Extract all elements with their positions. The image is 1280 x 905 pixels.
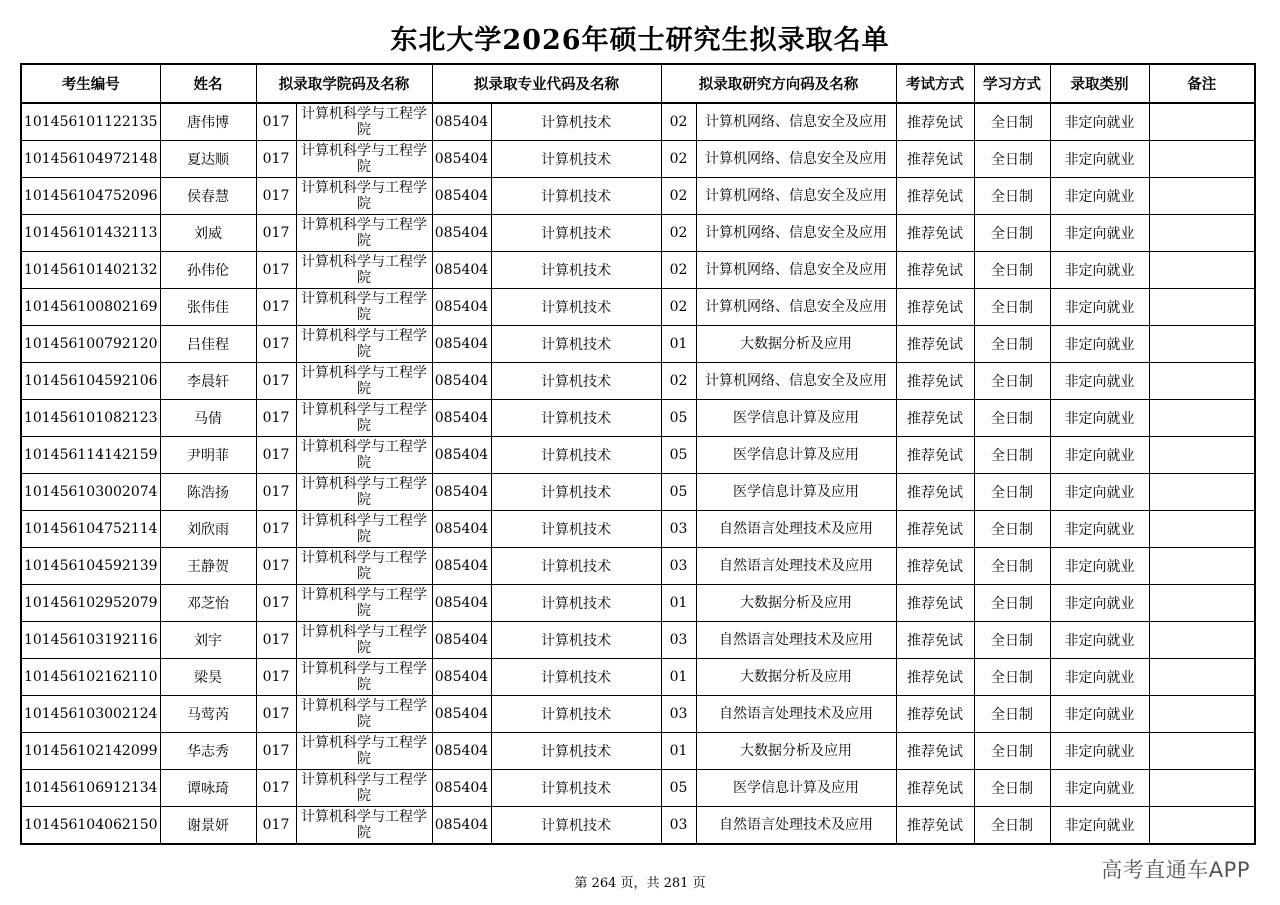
cell-study-mode: 全日制	[974, 622, 1050, 659]
cell-study-mode: 全日制	[974, 585, 1050, 622]
cell-exam-no: 101456100802169	[21, 289, 160, 326]
cell-major-name: 计算机技术	[491, 103, 661, 141]
cell-college-name: 计算机科学与工程学院	[296, 548, 432, 585]
cell-name: 华志秀	[160, 733, 256, 770]
cell-exam-type: 推荐免试	[896, 511, 974, 548]
cell-major-code: 085404	[432, 400, 491, 437]
cell-college-code: 017	[256, 474, 296, 511]
cell-college-code: 017	[256, 363, 296, 400]
cell-major-code: 085404	[432, 141, 491, 178]
cell-category: 非定向就业	[1050, 807, 1149, 845]
cell-direction-name: 医学信息计算及应用	[696, 400, 896, 437]
cell-college-code: 017	[256, 770, 296, 807]
cell-major-name: 计算机技术	[491, 474, 661, 511]
cell-remarks	[1149, 437, 1255, 474]
cell-category: 非定向就业	[1050, 696, 1149, 733]
cell-study-mode: 全日制	[974, 696, 1050, 733]
table-row	[21, 252, 1255, 289]
cell-college-name: 计算机科学与工程学院	[296, 733, 432, 770]
table-row	[21, 178, 1255, 215]
cell-direction-code: 02	[661, 103, 696, 141]
cell-exam-no: 101456102142099	[21, 733, 160, 770]
cell-direction-name: 自然语言处理技术及应用	[696, 807, 896, 845]
cell-exam-type: 推荐免试	[896, 733, 974, 770]
cell-exam-type: 推荐免试	[896, 178, 974, 215]
table-row	[21, 548, 1255, 585]
cell-college-name: 计算机科学与工程学院	[296, 326, 432, 363]
cell-major-name: 计算机技术	[491, 141, 661, 178]
cell-college-code: 017	[256, 733, 296, 770]
table-row	[21, 770, 1255, 807]
cell-college-name: 计算机科学与工程学院	[296, 474, 432, 511]
cell-college-name: 计算机科学与工程学院	[296, 400, 432, 437]
cell-major-name: 计算机技术	[491, 622, 661, 659]
cell-remarks	[1149, 474, 1255, 511]
cell-college-code: 017	[256, 252, 296, 289]
header-category: 录取类别	[1050, 64, 1149, 103]
table-row	[21, 215, 1255, 252]
cell-direction-code: 02	[661, 215, 696, 252]
cell-major-code: 085404	[432, 103, 491, 141]
cell-remarks	[1149, 585, 1255, 622]
cell-study-mode: 全日制	[974, 215, 1050, 252]
cell-category: 非定向就业	[1050, 141, 1149, 178]
cell-college-name: 计算机科学与工程学院	[296, 770, 432, 807]
cell-direction-code: 02	[661, 363, 696, 400]
cell-exam-no: 101456102162110	[21, 659, 160, 696]
cell-category: 非定向就业	[1050, 770, 1149, 807]
cell-category: 非定向就业	[1050, 289, 1149, 326]
cell-college-name: 计算机科学与工程学院	[296, 141, 432, 178]
cell-exam-no: 101456104062150	[21, 807, 160, 845]
table-row	[21, 400, 1255, 437]
cell-exam-no: 101456101082123	[21, 400, 160, 437]
cell-category: 非定向就业	[1050, 733, 1149, 770]
cell-college-name: 计算机科学与工程学院	[296, 252, 432, 289]
cell-direction-code: 03	[661, 622, 696, 659]
cell-direction-name: 大数据分析及应用	[696, 326, 896, 363]
cell-remarks	[1149, 252, 1255, 289]
cell-study-mode: 全日制	[974, 437, 1050, 474]
cell-direction-name: 大数据分析及应用	[696, 733, 896, 770]
cell-direction-code: 03	[661, 511, 696, 548]
cell-major-name: 计算机技术	[491, 289, 661, 326]
table-row	[21, 622, 1255, 659]
cell-exam-type: 推荐免试	[896, 585, 974, 622]
cell-remarks	[1149, 363, 1255, 400]
cell-college-code: 017	[256, 326, 296, 363]
cell-college-code: 017	[256, 511, 296, 548]
cell-direction-name: 自然语言处理技术及应用	[696, 622, 896, 659]
cell-exam-type: 推荐免试	[896, 659, 974, 696]
cell-major-code: 085404	[432, 437, 491, 474]
cell-college-name: 计算机科学与工程学院	[296, 363, 432, 400]
cell-study-mode: 全日制	[974, 770, 1050, 807]
cell-category: 非定向就业	[1050, 622, 1149, 659]
table-row	[21, 733, 1255, 770]
cell-major-code: 085404	[432, 252, 491, 289]
cell-direction-code: 03	[661, 807, 696, 845]
cell-name: 吕佳程	[160, 326, 256, 363]
cell-category: 非定向就业	[1050, 363, 1149, 400]
cell-major-code: 085404	[432, 363, 491, 400]
cell-major-code: 085404	[432, 807, 491, 845]
cell-remarks	[1149, 807, 1255, 845]
cell-category: 非定向就业	[1050, 326, 1149, 363]
cell-remarks	[1149, 659, 1255, 696]
cell-study-mode: 全日制	[974, 400, 1050, 437]
cell-exam-type: 推荐免试	[896, 437, 974, 474]
cell-major-code: 085404	[432, 659, 491, 696]
cell-college-code: 017	[256, 400, 296, 437]
cell-college-name: 计算机科学与工程学院	[296, 215, 432, 252]
cell-category: 非定向就业	[1050, 585, 1149, 622]
cell-exam-type: 推荐免试	[896, 103, 974, 141]
cell-major-name: 计算机技术	[491, 511, 661, 548]
watermark: 高考直通车APP	[1101, 858, 1250, 882]
cell-major-name: 计算机技术	[491, 178, 661, 215]
cell-college-name: 计算机科学与工程学院	[296, 437, 432, 474]
cell-major-code: 085404	[432, 733, 491, 770]
cell-major-code: 085404	[432, 178, 491, 215]
cell-category: 非定向就业	[1050, 103, 1149, 141]
cell-major-code: 085404	[432, 215, 491, 252]
cell-category: 非定向就业	[1050, 659, 1149, 696]
page-number: 第 264 页，共 281 页	[574, 876, 706, 891]
header-major: 拟录取专业代码及名称	[432, 64, 661, 103]
cell-direction-name: 计算机网络、信息安全及应用	[696, 289, 896, 326]
table-header-row	[21, 64, 1255, 103]
cell-college-code: 017	[256, 696, 296, 733]
cell-study-mode: 全日制	[974, 548, 1050, 585]
cell-exam-no: 101456103002124	[21, 696, 160, 733]
cell-name: 刘宇	[160, 622, 256, 659]
cell-remarks	[1149, 103, 1255, 141]
cell-major-name: 计算机技术	[491, 585, 661, 622]
cell-remarks	[1149, 548, 1255, 585]
cell-direction-name: 医学信息计算及应用	[696, 474, 896, 511]
cell-major-code: 085404	[432, 474, 491, 511]
cell-name: 李晨轩	[160, 363, 256, 400]
cell-name: 刘威	[160, 215, 256, 252]
table-row	[21, 696, 1255, 733]
cell-name: 王静贺	[160, 548, 256, 585]
cell-direction-code: 05	[661, 770, 696, 807]
cell-study-mode: 全日制	[974, 363, 1050, 400]
cell-name: 侯春慧	[160, 178, 256, 215]
cell-direction-code: 03	[661, 548, 696, 585]
cell-college-code: 017	[256, 807, 296, 845]
cell-major-name: 计算机技术	[491, 252, 661, 289]
cell-name: 陈浩扬	[160, 474, 256, 511]
cell-major-name: 计算机技术	[491, 659, 661, 696]
cell-direction-name: 计算机网络、信息安全及应用	[696, 215, 896, 252]
cell-exam-no: 101456104592106	[21, 363, 160, 400]
cell-study-mode: 全日制	[974, 178, 1050, 215]
cell-exam-no: 101456100792120	[21, 326, 160, 363]
cell-direction-name: 医学信息计算及应用	[696, 437, 896, 474]
cell-exam-no: 101456114142159	[21, 437, 160, 474]
cell-exam-type: 推荐免试	[896, 474, 974, 511]
cell-major-code: 085404	[432, 622, 491, 659]
cell-remarks	[1149, 696, 1255, 733]
cell-name: 夏达顺	[160, 141, 256, 178]
cell-remarks	[1149, 289, 1255, 326]
table-row	[21, 103, 1255, 141]
table-row	[21, 474, 1255, 511]
cell-exam-type: 推荐免试	[896, 326, 974, 363]
cell-exam-type: 推荐免试	[896, 622, 974, 659]
cell-college-code: 017	[256, 437, 296, 474]
cell-direction-name: 大数据分析及应用	[696, 585, 896, 622]
cell-remarks	[1149, 141, 1255, 178]
table-row	[21, 585, 1255, 622]
cell-direction-code: 05	[661, 437, 696, 474]
header-direction: 拟录取研究方向码及名称	[661, 64, 896, 103]
header-name: 姓名	[160, 64, 256, 103]
cell-college-name: 计算机科学与工程学院	[296, 807, 432, 845]
cell-exam-no: 101456104752096	[21, 178, 160, 215]
cell-category: 非定向就业	[1050, 437, 1149, 474]
cell-college-code: 017	[256, 289, 296, 326]
cell-exam-no: 101456101122135	[21, 103, 160, 141]
cell-major-name: 计算机技术	[491, 548, 661, 585]
cell-college-code: 017	[256, 215, 296, 252]
cell-study-mode: 全日制	[974, 326, 1050, 363]
cell-major-name: 计算机技术	[491, 733, 661, 770]
cell-college-name: 计算机科学与工程学院	[296, 622, 432, 659]
cell-college-name: 计算机科学与工程学院	[296, 659, 432, 696]
cell-remarks	[1149, 622, 1255, 659]
cell-category: 非定向就业	[1050, 511, 1149, 548]
table-row	[21, 659, 1255, 696]
cell-remarks	[1149, 733, 1255, 770]
cell-direction-code: 02	[661, 178, 696, 215]
cell-direction-name: 自然语言处理技术及应用	[696, 696, 896, 733]
cell-direction-name: 计算机网络、信息安全及应用	[696, 252, 896, 289]
cell-remarks	[1149, 400, 1255, 437]
cell-college-code: 017	[256, 548, 296, 585]
cell-name: 张伟佳	[160, 289, 256, 326]
cell-exam-no: 101456104592139	[21, 548, 160, 585]
cell-name: 唐伟博	[160, 103, 256, 141]
table-row	[21, 363, 1255, 400]
cell-direction-code: 02	[661, 289, 696, 326]
cell-study-mode: 全日制	[974, 141, 1050, 178]
cell-exam-no: 101456106912134	[21, 770, 160, 807]
cell-college-code: 017	[256, 585, 296, 622]
cell-direction-name: 医学信息计算及应用	[696, 770, 896, 807]
admission-table	[20, 63, 1256, 845]
cell-name: 谢景妍	[160, 807, 256, 845]
cell-name: 马莺芮	[160, 696, 256, 733]
header-exam-no: 考生编号	[21, 64, 160, 103]
cell-direction-code: 05	[661, 474, 696, 511]
cell-category: 非定向就业	[1050, 215, 1149, 252]
header-study-mode: 学习方式	[974, 64, 1050, 103]
cell-category: 非定向就业	[1050, 548, 1149, 585]
header-college: 拟录取学院码及名称	[256, 64, 432, 103]
cell-name: 邓芝怡	[160, 585, 256, 622]
cell-name: 谭咏琦	[160, 770, 256, 807]
cell-college-name: 计算机科学与工程学院	[296, 289, 432, 326]
header-remarks: 备注	[1149, 64, 1255, 103]
cell-exam-no: 101456104752114	[21, 511, 160, 548]
cell-exam-no: 101456104972148	[21, 141, 160, 178]
cell-major-name: 计算机技术	[491, 696, 661, 733]
cell-major-name: 计算机技术	[491, 770, 661, 807]
cell-direction-code: 01	[661, 733, 696, 770]
cell-direction-code: 01	[661, 659, 696, 696]
cell-exam-type: 推荐免试	[896, 807, 974, 845]
cell-category: 非定向就业	[1050, 400, 1149, 437]
cell-study-mode: 全日制	[974, 511, 1050, 548]
cell-direction-code: 05	[661, 400, 696, 437]
cell-remarks	[1149, 770, 1255, 807]
cell-study-mode: 全日制	[974, 807, 1050, 845]
cell-study-mode: 全日制	[974, 103, 1050, 141]
cell-direction-name: 大数据分析及应用	[696, 659, 896, 696]
cell-major-name: 计算机技术	[491, 807, 661, 845]
cell-category: 非定向就业	[1050, 252, 1149, 289]
table-row	[21, 141, 1255, 178]
cell-direction-name: 计算机网络、信息安全及应用	[696, 103, 896, 141]
cell-exam-type: 推荐免试	[896, 400, 974, 437]
cell-study-mode: 全日制	[974, 659, 1050, 696]
cell-exam-type: 推荐免试	[896, 770, 974, 807]
cell-major-name: 计算机技术	[491, 215, 661, 252]
cell-exam-no: 101456101432113	[21, 215, 160, 252]
cell-name: 尹明菲	[160, 437, 256, 474]
cell-direction-code: 01	[661, 326, 696, 363]
cell-college-code: 017	[256, 622, 296, 659]
cell-college-name: 计算机科学与工程学院	[296, 178, 432, 215]
cell-college-code: 017	[256, 141, 296, 178]
cell-major-code: 085404	[432, 696, 491, 733]
cell-direction-code: 01	[661, 585, 696, 622]
table-row	[21, 437, 1255, 474]
cell-category: 非定向就业	[1050, 474, 1149, 511]
cell-exam-type: 推荐免试	[896, 141, 974, 178]
table-row	[21, 326, 1255, 363]
cell-major-name: 计算机技术	[491, 326, 661, 363]
cell-college-code: 017	[256, 178, 296, 215]
cell-exam-no: 101456103002074	[21, 474, 160, 511]
cell-major-name: 计算机技术	[491, 400, 661, 437]
cell-major-code: 085404	[432, 548, 491, 585]
cell-college-code: 017	[256, 659, 296, 696]
cell-college-name: 计算机科学与工程学院	[296, 696, 432, 733]
cell-direction-code: 02	[661, 252, 696, 289]
page-title: 东北大学2026年硕士研究生拟录取名单	[390, 25, 890, 56]
cell-name: 刘欣雨	[160, 511, 256, 548]
table-row	[21, 289, 1255, 326]
cell-exam-type: 推荐免试	[896, 252, 974, 289]
cell-exam-type: 推荐免试	[896, 215, 974, 252]
cell-major-name: 计算机技术	[491, 437, 661, 474]
cell-major-code: 085404	[432, 326, 491, 363]
cell-remarks	[1149, 326, 1255, 363]
cell-college-code: 017	[256, 103, 296, 141]
cell-exam-type: 推荐免试	[896, 363, 974, 400]
cell-major-code: 085404	[432, 511, 491, 548]
cell-remarks	[1149, 511, 1255, 548]
cell-category: 非定向就业	[1050, 178, 1149, 215]
cell-direction-name: 自然语言处理技术及应用	[696, 548, 896, 585]
cell-exam-no: 101456101402132	[21, 252, 160, 289]
cell-study-mode: 全日制	[974, 252, 1050, 289]
cell-direction-code: 03	[661, 696, 696, 733]
cell-exam-type: 推荐免试	[896, 548, 974, 585]
cell-major-code: 085404	[432, 289, 491, 326]
cell-direction-name: 计算机网络、信息安全及应用	[696, 178, 896, 215]
table-body	[21, 103, 1255, 844]
cell-college-name: 计算机科学与工程学院	[296, 585, 432, 622]
cell-name: 梁昊	[160, 659, 256, 696]
cell-major-code: 085404	[432, 770, 491, 807]
table-row	[21, 511, 1255, 548]
cell-major-code: 085404	[432, 585, 491, 622]
cell-college-name: 计算机科学与工程学院	[296, 511, 432, 548]
cell-direction-name: 计算机网络、信息安全及应用	[696, 363, 896, 400]
cell-study-mode: 全日制	[974, 733, 1050, 770]
cell-exam-no: 101456103192116	[21, 622, 160, 659]
cell-college-name: 计算机科学与工程学院	[296, 103, 432, 141]
cell-remarks	[1149, 178, 1255, 215]
cell-exam-type: 推荐免试	[896, 289, 974, 326]
cell-study-mode: 全日制	[974, 474, 1050, 511]
cell-study-mode: 全日制	[974, 289, 1050, 326]
cell-exam-no: 101456102952079	[21, 585, 160, 622]
cell-major-name: 计算机技术	[491, 363, 661, 400]
header-exam-type: 考试方式	[896, 64, 974, 103]
cell-name: 马倩	[160, 400, 256, 437]
table-row	[21, 807, 1255, 845]
cell-direction-name: 自然语言处理技术及应用	[696, 511, 896, 548]
cell-exam-type: 推荐免试	[896, 696, 974, 733]
cell-name: 孙伟伦	[160, 252, 256, 289]
cell-remarks	[1149, 215, 1255, 252]
cell-direction-name: 计算机网络、信息安全及应用	[696, 141, 896, 178]
cell-direction-code: 02	[661, 141, 696, 178]
